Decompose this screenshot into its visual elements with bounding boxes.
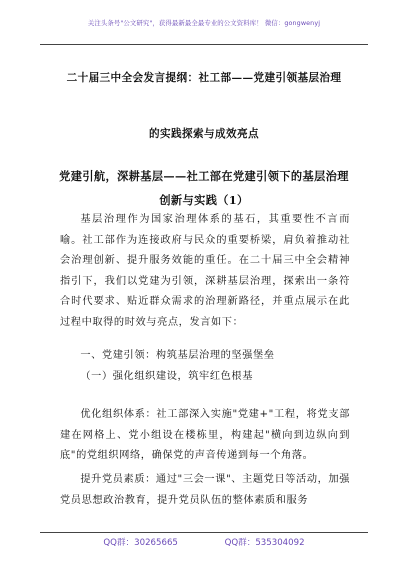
header-divider — [40, 44, 368, 45]
header-note: 关注头条号"公文研究"，获得最新最全最专业的公文资料库！ 微信：gongwenyj — [87, 19, 321, 27]
footer — [0, 536, 408, 548]
footer-divider — [40, 532, 368, 533]
footer-qq-group-2: QQ群：535304092 — [224, 538, 305, 548]
section1-heading: 一、党建引领：构筑基层治理的坚强堡垒 — [80, 350, 275, 361]
paragraph-member-quality: 提升党员素质：通过"三会一课"、主题党日等活动，加强党员思想政治教育，提升党员队伍的整体素质和服务 — [60, 474, 350, 506]
paragraph-organization: 优化组织体系：社工部深入实施"党建+"工程，将党支部建在网格上、党小组设在楼栋里，构建起"横向到边纵向到底"的党组织网络，确保党的声音传递到每一个角落。 — [60, 409, 350, 461]
section-title-line2: 创新与实践（1） — [159, 193, 249, 207]
footer-qq-group-1: QQ群：30265665 — [103, 538, 178, 548]
intro-paragraph: 基层治理作为国家治理体系的基石，其重要性不言而喻。社工部作为连接政府与民众的重要桥梁，肩负着推动社会治理创新、提升服务效能的重任。在二十届三中全会精神指引下，我们以党建为引领，深耕基层治理，探索出一条符合时代要求、贴近群众需求的治理新路径，并重点展示在此过程中取得的时效与亮点，发言如下： — [60, 214, 350, 328]
section-title-line1: 党建引航，深耕基层——社工部在党建引领下的基层治理 — [59, 169, 349, 183]
document-title-line2: 的实践探索与成效亮点 — [149, 128, 259, 140]
document-title-line1: 二十届三中全会发言提纲：社工部——党建引领基层治理 — [66, 72, 342, 84]
section1-subheading: （一）强化组织建设，筑牢红色根基 — [80, 371, 253, 382]
